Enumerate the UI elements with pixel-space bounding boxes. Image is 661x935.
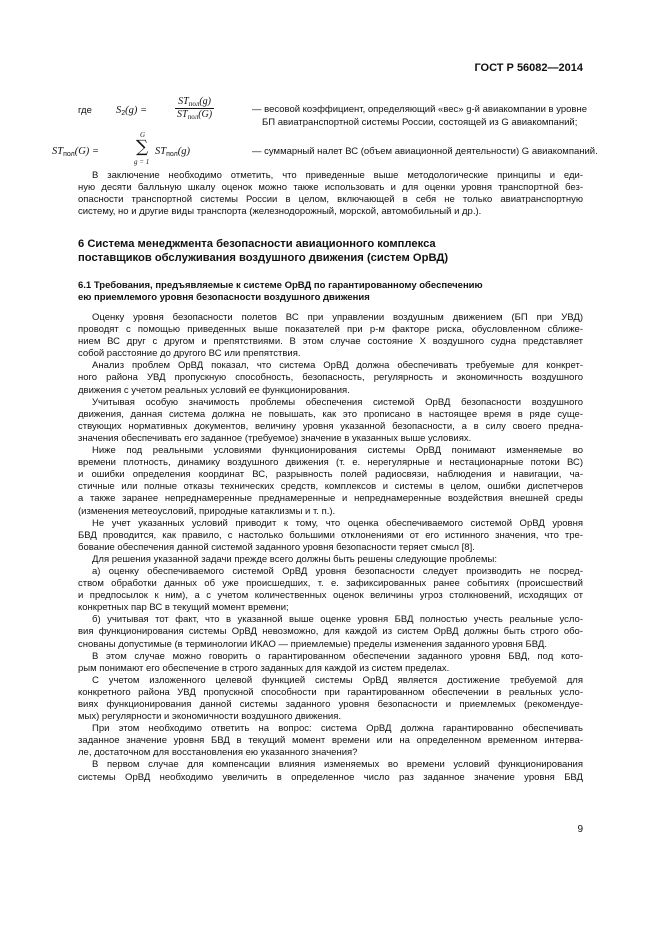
formula1-lhs-s: S xyxy=(116,105,122,116)
text-line: заданное значение уровня БВД в текущий момент времени или на определенном временном интерва- xyxy=(78,735,583,747)
formula2-lhs-sub: пол xyxy=(63,151,75,158)
paragraph-p8 xyxy=(78,651,583,675)
text-line: При этом необходимо ответить на вопрос: система ОрВД должна гарантированно обеспечивать xyxy=(92,723,583,735)
formula2-rhs-sub: пол xyxy=(166,151,178,158)
text-line: Учитывая особую значимость проблемы обеспечения системой ОрВД безопасности воздушного xyxy=(92,396,583,408)
formula1-den-sub: пол xyxy=(187,113,199,121)
intro-line: ную десяти балльную шкалу оценок можно также использовать и для оценки уровня транспортной без- xyxy=(78,182,583,194)
text-line: ле, достаточном для восстановления ею указанного значения? xyxy=(78,747,358,759)
paragraph-p4 xyxy=(78,518,583,554)
formula1-den-arg: (G) xyxy=(198,109,213,120)
text-line: ного района УВД пропускную способность, безопасность, регулярность и экономичность воздушного xyxy=(78,372,583,384)
paragraph-p10 xyxy=(78,723,583,759)
document-header-standard: ГОСТ Р 56082—2014 xyxy=(474,62,583,74)
intro-line: систему, но и другие виды транспорта (железнодорожный, морской, автомобильный и др.). xyxy=(78,206,482,218)
text-line: В первом случае для компенсации влияния изменяемых во времени условий функционирования xyxy=(92,759,583,771)
paragraph-p0 xyxy=(78,312,583,360)
section-6-heading-line: поставщиков обслуживания воздушного движения (систем ОрВД) xyxy=(78,252,449,264)
formula1-denominator xyxy=(175,109,214,121)
formula2-rhs xyxy=(155,146,190,161)
paragraph-p5 xyxy=(78,554,583,566)
formula2-sum-symbol: ∑ xyxy=(136,137,149,157)
text-line: значения обеспечивать его заданное (требуемое) значение в указанных выше условиях. xyxy=(78,432,472,444)
formula2-sum-upper: G xyxy=(140,131,146,139)
paragraph-p11 xyxy=(78,759,583,783)
paragraph-p2 xyxy=(78,397,583,445)
text-line: Анализ проблем ОрВД показал, что система ОрВД должна обеспечивать требуемые для конкрет- xyxy=(92,360,583,372)
text-line: времени плотность, динамику воздушного движения (т. е. нерегулярные и нестационарные потоки ВС) xyxy=(78,457,583,469)
text-line: конкретного района УВД пропускной способности при гарантированном обеспечении в реальных усло- xyxy=(78,686,583,698)
text-line: БВД проводится, как правило, с настолько большими отклонениями от его истинного значения, что тре- xyxy=(78,529,583,541)
formula2-lhs xyxy=(52,146,99,161)
formula1-lhs xyxy=(116,105,147,120)
formula2-lhs-arg: (G) = xyxy=(74,146,100,157)
text-line: движения с учетом реальных условий ее функционирования. xyxy=(78,384,350,396)
text-line: снованы допустимые (в терминологии ИКАО — приемлемые) пределы изменения заданного уровня БВД. xyxy=(78,638,547,650)
text-line: проводят с помощью приведенных выше показателей при p-м факторе риска, обусловленном сближе- xyxy=(78,324,583,336)
intro-line: В заключение необходимо отметить, что приведенные выше методологические принципы и еди- xyxy=(92,170,583,181)
text-line: Не учет указанных условий приводит к тому, что оценка обеспечиваемого системой ОрВД уровня xyxy=(92,517,583,529)
formula2-sum-lower: g = 1 xyxy=(134,158,150,166)
text-line: Ниже под реальными условиями функционирования системы ОрВД понимают изменяемые во xyxy=(92,445,583,457)
section-6-1-heading-line: 6.1 Требования, предъявляемые к системе ОрВД по гарантированному обеспечению xyxy=(78,280,483,291)
text-line: С учетом изложенного целевой функцией системы ОрВД является достижение требуемой для xyxy=(92,674,583,686)
text-line: движения, данная система должна не повышать, как это прописано в настоящее время в ряде суще- xyxy=(78,408,583,420)
text-line: виях функционирования данной системы заданного уровня безопасности и приемлемых (рекомендуе- xyxy=(78,699,583,710)
intro-paragraph xyxy=(78,170,583,218)
formula1-num-st: ST xyxy=(178,96,189,107)
formula1-desc-line2: БП авиатранспортной системы России, состоящей из G авиакомпаний; xyxy=(262,117,578,128)
paragraph-p1 xyxy=(78,360,583,396)
intro-line: опасности транспортной системы России в целом, включающей в себя не только авиатранспортную xyxy=(78,194,583,206)
formula1-desc-line1: — весовой коэффициент, определяющий «вес» g-й авиакомпании в уровне xyxy=(252,104,588,115)
paragraph-p3 xyxy=(78,445,583,518)
text-line: бование обеспечения данной системой заданного уровня безопасности теряет смысл [8]. xyxy=(78,541,475,553)
text-line: ствующих нормативных документов, величину уровня указанной безопасности, а в силу своего предна- xyxy=(78,420,583,432)
text-line: (изменения метеоусловий, природные катаклизмы и т. п.). xyxy=(78,505,336,517)
text-line: а также заранее непреднамеренные преднамеренные и непреднамеренные воздействия внешней среды xyxy=(78,493,583,505)
body-text xyxy=(78,312,583,784)
text-line: В этом случае можно говорить о гарантированном обеспечении заданного уровня БВД, под кото- xyxy=(92,650,583,662)
section-6-heading xyxy=(78,237,448,265)
formula1-num-arg: (g) xyxy=(199,96,211,107)
text-line: конкретных пар ВС в текущий момент времени; xyxy=(78,602,289,614)
section-6-heading-line: 6 Система менеджмента безопасности авиационного комплекса xyxy=(78,238,436,250)
text-line: б) учитывая тот факт, что в указанной выше оценке уровня БВД полностью учесть реальные усло- xyxy=(92,614,583,626)
text-line: а) оценку обеспечиваемого системой ОрВД уровня безопасности следует производить не посред- xyxy=(92,565,583,577)
text-line: и предпосылок к ним), а с учетом количественных оценок величины угроз столкновений, исходящих от xyxy=(78,590,583,602)
text-line: и ошибки определения координат ВС, разрывность полей радиосвязи, наблюдения и навигации, ча- xyxy=(78,469,583,481)
formula1-numerator xyxy=(175,96,214,109)
text-line: рым понимают его обеспечение в строго заданных для каждой из систем пределах. xyxy=(78,662,450,674)
paragraph-p6 xyxy=(78,566,583,614)
text-line: собой расстояние до другого ВС или препятствия. xyxy=(78,348,301,360)
formula1-lhs-index: 2 xyxy=(121,110,126,117)
paragraph-p9 xyxy=(78,675,583,723)
section-6-1-heading-line: ею приемлемого уровня безопасности воздушного движения xyxy=(78,292,370,303)
formula1-num-sub: пол xyxy=(188,100,200,108)
text-line: ством обработки данных об уже происшедших, т. е. зафиксированных ранее событиях (происшествий xyxy=(78,578,583,590)
formula1-lhs-arg: (g) = xyxy=(125,105,148,116)
formula1-fraction xyxy=(175,96,214,121)
text-line: нием ВС друг с другом и препятствиями. В этом случае состояние X воздушного судна представляет xyxy=(78,336,583,348)
text-line: вия функционирования системы ОрВД невозможно, для каждой из систем ОрВД должны быть строго обо- xyxy=(78,626,583,638)
text-line: стичные или полные отказы технических средств, комплексов и системы в целом, ошибки диспетчеров xyxy=(78,481,583,493)
formula2-desc: — суммарный налет ВС (объем авиационной деятельности) G авиакомпаний. xyxy=(252,146,598,157)
formula2-lhs-st: ST xyxy=(52,146,64,157)
text-line: Оценку уровня безопасности полетов ВС при управлении воздушным движением (БП при УВД) xyxy=(92,312,583,323)
text-line: системы ОрВД необходимо увеличить в определенное число раз заданное значение уровня БВД xyxy=(78,771,583,783)
formula2-rhs-st: ST xyxy=(155,146,167,157)
page-number: 9 xyxy=(577,824,583,835)
formula1-den-st: ST xyxy=(177,109,188,120)
section-6-1-heading xyxy=(78,280,483,304)
paragraph-p7 xyxy=(78,614,583,650)
text-line: мых) регулярности и экономичности воздушного движения. xyxy=(78,711,342,723)
text-line: Для решения указанной задачи прежде всего должны быть решены следующие проблемы: xyxy=(92,553,497,565)
where-label: где xyxy=(78,105,92,116)
formula2-rhs-arg: (g) xyxy=(177,146,190,157)
